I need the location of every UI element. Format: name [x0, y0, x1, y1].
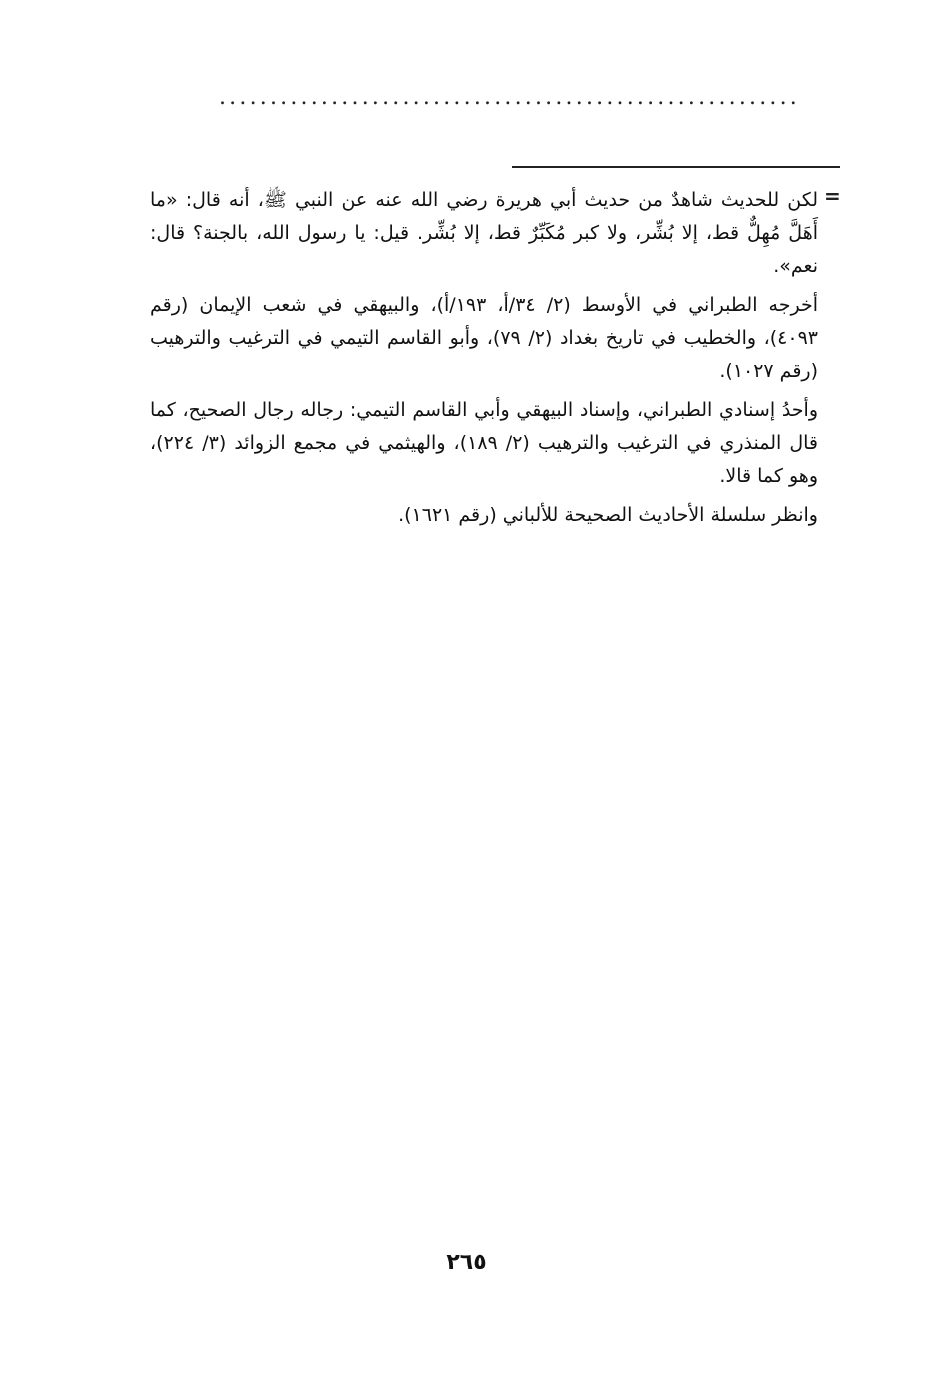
dotted-separator: .........................................................	[218, 88, 800, 108]
footnotes-block	[150, 184, 818, 538]
continuation-mark: =	[824, 184, 841, 208]
footnote-paragraph-hadith: لكن للحديث شاهدٌ من حديث أبي هريرة رضي الله عنه عن النبي ﷺ، أنه قال: «ما أَهَلَّ مُهِلٌّ قط، إلا بُشِّر، ولا كبر مُكَبِّرٌ قط، إلا بُشِّر. قيل: يا رسول الله، بالجنة؟ قال: نعم».	[150, 189, 818, 277]
footnote-paragraph-reference: وانظر سلسلة الأحاديث الصحيحة للألباني (رقم ١٦٢١).	[398, 504, 818, 526]
footnote-paragraph-takhrij: أخرجه الطبراني في الأوسط (٢/ ٣٤/أ، ١٩٣/أ)، والبيهقي في شعب الإيمان (رقم ٤٠٩٣)، والخطيب في تاريخ بغداد (٢/ ٧٩)، وأبو القاسم التيمي في الترغيب والترهيب (رقم ١٠٢٧).	[150, 294, 818, 382]
footnote-paragraph-grading: وأحدُ إسنادي الطبراني، وإسناد البيهقي وأبي القاسم التيمي: رجاله رجال الصحيح، كما قال المنذري في الترغيب والترهيب (٢/ ١٨٩)، والهيثمي في مجمع الزوائد (٣/ ٢٢٤)، وهو كما قالا.	[150, 399, 818, 487]
page-number: ٢٦٥	[446, 1250, 487, 1275]
footnote-divider	[512, 166, 840, 168]
